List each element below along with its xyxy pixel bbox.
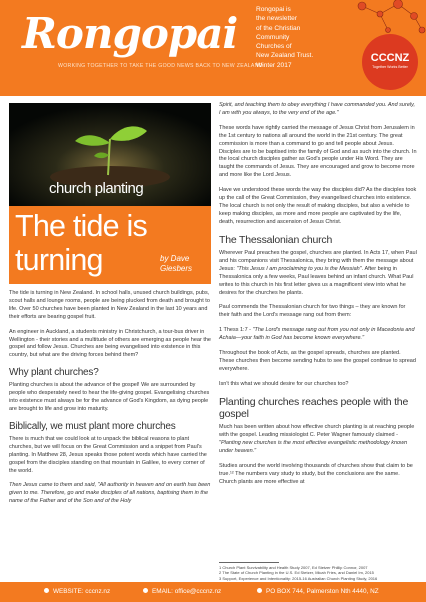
body-paragraph: Have we understood these words the way the disciples did? As the disciples took up the call of the Great Commission, they evangelised churches into existence. The local church is not only the result of making disciples, but also a vehicle to keep making disciples, as more and more people are captivated by the life, death, resurrection and ascension of Jesus Christ.	[219, 187, 417, 225]
intro-paragraph: The tide is turning in New Zealand. In school halls, unused church buildings, pubs, scout halls and lounge rooms, people are being plucked from death and brought to life. Over 50 churches have been planted in New Zealand in the last 10 years and their efforts are bearing gospel fruit.	[9, 290, 210, 320]
heading-thessalonian: The Thessalonian church	[219, 233, 333, 246]
paragraph-text: After being in Thessalonica only a few weeks, Paul leaves behind an infant church. What Paul writes to this church in his first letter gives us a magnificent view into what he desires for the churches he plants.	[219, 265, 414, 296]
description-line: the newsletter	[256, 15, 298, 23]
right-column	[219, 102, 417, 494]
description-line: of the Christian	[256, 24, 301, 32]
commends-paragraph: Paul commends the Thessalonian church for two things – they are known for their faith and the Lord's message rang out from them:	[219, 304, 406, 319]
heading-reaches-people: Planting churches reaches people with the gospel	[219, 395, 409, 420]
description-line: Churches of	[256, 43, 292, 51]
paragraph-text: Much has been written about how effective church planting is at reaching people with the gospel. Leading missiologist C. Peter Wagner famously claimed -	[219, 424, 415, 439]
scripture-quote-continued: Spirit, and teaching them to obey everything I have commanded you. And surely, I am with you always, to the very end of the age."	[219, 102, 415, 116]
heading-biblically: Biblically, we must plant more churches	[9, 420, 176, 432]
footnote-divider	[219, 562, 279, 563]
paragraph-text: Wherever Paul preaches the gospel, churches are planted. In Acts 17, when Paul and his companions visit Thessalonica, they bring with them the message about Jesus:	[219, 249, 417, 272]
inline-quote: "Planting new churches is the most effective evangelistic methodology known under heaven."	[219, 440, 408, 454]
footnote: 2 The State of Church Planting in the U.S. Ed Stetzer, Micah Fries, and Daniel Im, 2015	[219, 570, 374, 576]
logo-subtext: Together Works Better	[372, 65, 408, 69]
byline-line: by Dave	[160, 254, 190, 263]
article-byline	[160, 254, 192, 273]
address-text: PO BOX 744, Palmerston Nth 4440, NZ	[266, 588, 379, 595]
title-line: turning	[15, 243, 103, 277]
verse-text: "The Lord's message rang out from you not only in Macedonia and Achaia—your faith in God has become known everywhere."	[219, 327, 415, 342]
description-line: New Zealand Trust.	[256, 52, 314, 60]
biblical-paragraph: There is much that we could look at to unpack the biblical reasons to plant churches, but we will focus on the Great Commission and a snippet from Paul's planting. In Matthew 28, Jesus speaks those potent words which have carried the gospel from the disciples standing on that mountain in Galilee, to every corner of the world.	[9, 435, 207, 474]
issue-date: Winter 2017	[256, 61, 292, 69]
footer-address	[257, 588, 379, 595]
verse-quote	[219, 327, 417, 343]
why-paragraph: Planting churches is about the advance of the gospel! We are surrounded by people who desperately need to hear the life-giving gospel. Evangelising churches into existence must always be for the advance of God's Kingdom, as dying people are brought to life and grow into maturity.	[9, 382, 210, 412]
photo-caption: church planting	[49, 180, 144, 197]
footnote: 3 Support, Experience and Intentionality: 2015-16 Australian Church Planting Study, 2016	[219, 575, 378, 581]
verse-reference: 1 Thess 1:7 -	[219, 327, 253, 334]
acts-paragraph: Throughout the book of Acts, as the gospel spreads, churches are planted. These churches then become sending hubs to see the gospel continue to spread everywhere.	[219, 350, 416, 372]
bullet-icon	[143, 588, 148, 593]
bullet-icon	[257, 588, 262, 593]
intro-paragraph: An engineer in Auckland, a students ministry in Christchurch, a tour-bus driver in Wellington - their stories and a multitude of others are emerging as people hear the gospel and follow Jesus. Churches are being evangelised into existence in this country, but what are the driving forces behind them?	[9, 328, 211, 359]
byline-author: Giesbers	[160, 263, 193, 273]
email-text: EMAIL: office@cccnz.nz	[152, 588, 222, 595]
contact-footer	[0, 582, 426, 602]
masthead-banner	[0, 0, 426, 96]
inline-quote: "This Jesus I am proclaiming to you is the Messiah".	[236, 265, 364, 272]
body-paragraph: These words have rightly carried the message of Jesus Christ from Jerusalem in the 1st century to nations all around the world in the 21st century. The great commission is more than a command to go and tell people about Jesus. Disciples are to be baptised into the family of God and as such into the church. In the local church disciples gather as God's people under His Word. They are taught the commands of Jesus. They are encouraged and grow to become more and more like the Lord Jesus.	[219, 124, 417, 179]
left-column	[9, 290, 211, 513]
masthead-title: Rongopai	[22, 9, 238, 58]
description-line: Rongopai is	[256, 6, 291, 13]
studies-paragraph: Studies around the world involving thousands of churches show that claim to be true.¹² The numbers vary study to study, but the conclusions are the same. Church plants are more effective at	[219, 462, 413, 485]
heading-why-plant: Why plant churches?	[9, 367, 99, 379]
footnote: 1 Church Plant Survivability and Health Study 2007, Ed Stetzer Phillip Connor, 2007	[219, 565, 368, 570]
website-text: WEBSITE: cccnz.nz	[53, 588, 111, 595]
footer-email	[143, 588, 221, 595]
footer-website	[44, 588, 110, 595]
scripture-quote: Then Jesus came to them and said, "All authority in heaven and on earth has been given to me. Therefore, go and make disciples of all nations, baptising them in the name of the Father and of the Son and of the Holy	[9, 482, 211, 505]
reach-paragraph	[219, 424, 417, 456]
thessalonian-paragraph	[219, 250, 417, 297]
bullet-icon	[44, 588, 49, 593]
article-title-block	[9, 206, 211, 284]
footnotes	[219, 565, 417, 581]
seedling-photo	[9, 103, 211, 206]
desire-paragraph: Isn't this what we should desire for our churches too?	[219, 380, 349, 387]
description-line: Community	[256, 33, 290, 41]
masthead-tagline: WORKING TOGETHER TO TAKE THE GOOD NEWS BACK TO NEW ZEALAND	[58, 63, 263, 69]
cccnz-logo	[362, 34, 418, 90]
newsletter-description	[256, 5, 356, 70]
logo-text: CCCNZ	[370, 52, 410, 64]
title-line: The tide is	[15, 209, 147, 243]
